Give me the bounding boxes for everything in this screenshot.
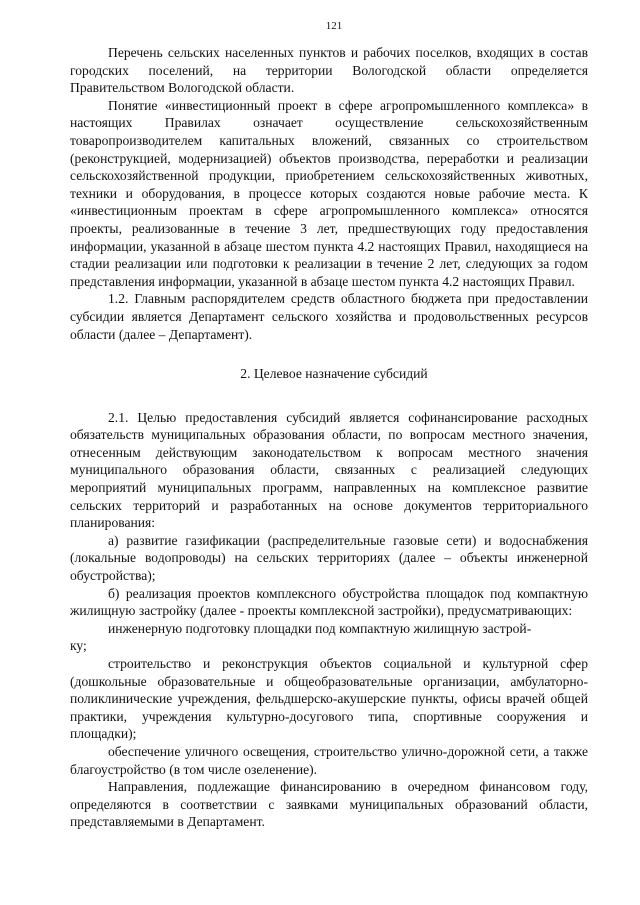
paragraph-engineering-preparation-continued: ку; [70, 638, 87, 654]
paragraph-street-lighting: обеспечение уличного освещения, строительство улично-дорожной сети, а также благоустройство (в том числе озеленение). [70, 743, 588, 777]
paragraph-engineering-preparation: инженерную подготовку площадки под компактную жилищную застрой- [108, 620, 532, 636]
paragraph-subsidy-purpose: 2.1. Целью предоставления субсидий является софинансирование расходных обязательств муниципальных образования области, по вопросам местного значения, отнесенным действующим законодательством к вопросам местного значения муниципального образования области, связанных с реализацией следующих мероприятий муниципальных программ, направленных на комплексное развитие сельских территорий и разработанных на основе документов территориального планирования: [70, 409, 588, 531]
section-heading: 2. Целевое назначение субсидий [240, 366, 428, 382]
paragraph-item-b: б) реализация проектов комплексного обустройства площадок под компактную жилищную застройку (далее - проекты комплексной застройки), предусматривающих: [70, 585, 588, 619]
paragraph-main-administrator: 1.2. Главным распорядителем средств областного бюджета при предоставлении субсидии является Департамент сельского хозяйства и продовольственных ресурсов области (далее – Департамент). [70, 291, 588, 342]
paragraph-investment-project-definition: Понятие «инвестиционный проект в сфере агропромышленного комплекса» в настоящих Правилах означает осуществление сельскохозяйственным товаропроизводителем капитальных вложений, связанных со строительством (реконструкцией, модернизацией) объектов производства, переработки и реализации сельскохозяйственной продукции, приобретением сельскохозяйственных животных, техники и оборудования, в процессе которых создаются новые рабочие места. К «инвестиционным проектам в сфере агропромышленного комплекса» относятся проекты, реализованные в течение 3 лет, предшествующих году предоставления информации, указанной в абзаце шестом пункта 4.2 настоящих Правил, находящиеся на стадии реализации или подготовки к реализации в течение 2 лет, следующих за годом представления информации, указанной в абзаце шестом пункта 4.2 настоящих Правил. [70, 97, 588, 289]
paragraph-social-construction: строительство и реконструкция объектов социальной и культурной сфер (дошкольные образовательные и общеобразовательные организации, амбулаторно-поликлинические учреждения, фельдшерско-акушерские пункты, офисы врачей общей практики, учреждения культурно-досугового типа, спортивные сооружения и площадки); [70, 656, 588, 742]
paragraph-financing-directions: Направления, подлежащие финансированию в очередном финансовом году, определяются в соответствии с заявками муниципальных образований области, представляемыми в Департамент. [70, 779, 588, 830]
page-number: 121 [325, 20, 343, 32]
paragraph-settlements-list: Перечень сельских населенных пунктов и рабочих поселков, входящих в состав городских поселений, на территории Вологодской области определяется Правительством Вологодской области. [70, 45, 588, 96]
paragraph-item-a: а) развитие газификации (распределительные газовые сети) и водоснабжения (локальные водопроводы) на сельских территориях (далее – объекты инженерной обустройства); [70, 532, 588, 584]
